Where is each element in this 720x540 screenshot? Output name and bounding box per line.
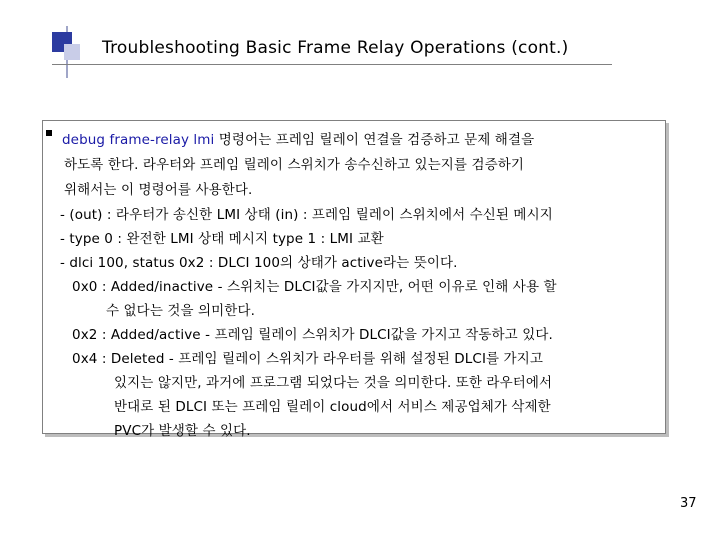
decor-light-square <box>64 44 80 60</box>
command-text: debug frame-relay lmi <box>62 132 215 148</box>
line-13: PVC가 발생할 수 있다. <box>114 423 251 439</box>
bullet-square-icon <box>46 130 52 136</box>
line-8: 수 없다는 것을 의미한다. <box>106 303 255 319</box>
line-4: - (out) : 라우터가 송신한 LMI 상태 (in) : 프레임 릴레이 스위치에서 수신된 메시지 <box>60 207 553 223</box>
line-5: - type 0 : 완전한 LMI 상태 메시지 type 1 : LMI 교환 <box>60 231 384 247</box>
line-3: 위해서는 이 명령어를 사용한다. <box>64 182 253 198</box>
slide-title: Troubleshooting Basic Frame Relay Operations (cont.) <box>102 38 569 58</box>
line-1 <box>62 128 534 148</box>
line-1-text: 명령어는 프레임 릴레이 연결을 검증하고 문제 해결을 <box>214 132 535 148</box>
line-12: 반대로 된 DLCI 또는 프레임 릴레이 cloud에서 서비스 제공업체가 삭제한 <box>114 399 551 415</box>
line-11: 있지는 않지만, 과거에 프로그램 되었다는 것을 의미한다. 또한 라우터에서 <box>114 375 553 391</box>
line-9: 0x2 : Added/active - 프레임 릴레이 스위치가 DLCI값을 가지고 작동하고 있다. <box>72 327 553 343</box>
page-number: 37 <box>680 496 697 511</box>
line-7: 0x0 : Added/inactive - 스위치는 DLCI값을 가지지만, 어떤 이유로 인해 사용 할 <box>72 279 557 295</box>
line-10: 0x4 : Deleted - 프레임 릴레이 스위치가 라우터를 위해 설정된 DLCI를 가지고 <box>72 351 543 367</box>
title-underline <box>52 64 612 65</box>
line-6: - dlci 100, status 0x2 : DLCI 100의 상태가 active라는 뜻이다. <box>60 255 458 271</box>
line-2: 하도록 한다. 라우터와 프레임 릴레이 스위치가 송수신하고 있는지를 검증하기 <box>64 157 525 173</box>
